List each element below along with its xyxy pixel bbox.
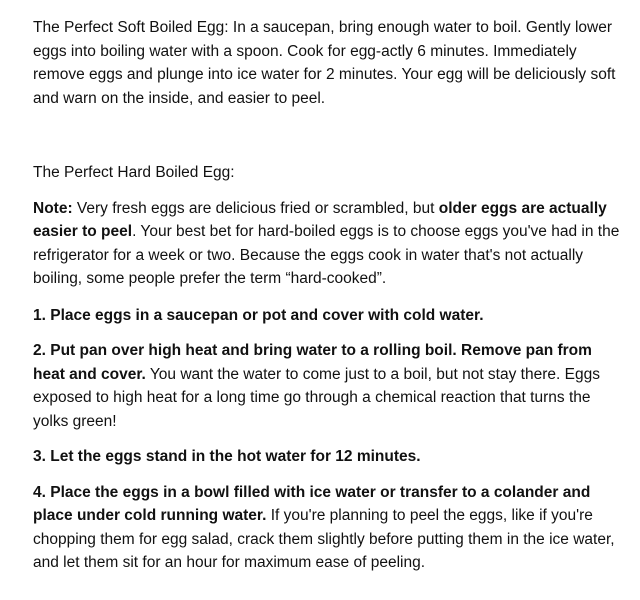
soft-boiled-title: The Perfect Soft Boiled Egg: [33, 19, 229, 36]
soft-boiled-text: In a saucepan, bring enough water to boil. Gently lower eggs into boiling water with a spoon. Cook for egg-actly 6 minutes. Immediately remove eggs and plunge into ice water for 2 minutes. Your egg will be deliciously soft and warn on the inside, and easier to peel. [33, 19, 616, 107]
step-4-text: If you're planning to peel the eggs, like if you're chopping them for egg salad, crack them slightly before putting them in the ice water, and let them sit for an hour for maximum ease of peeling. [33, 507, 615, 571]
note-bold-text: older eggs are actually easier to peel [33, 199, 607, 240]
step-3 [33, 445, 622, 469]
step-3-heading: 3. Let the eggs stand in the hot water for 12 minutes. [33, 448, 421, 465]
step-1 [33, 304, 622, 328]
step-4-heading: 4. Place the eggs in a bowl filled with ice water or transfer to a colander and place under cold running water. [33, 483, 591, 524]
step-2 [33, 339, 622, 433]
note-paragraph [33, 197, 622, 291]
note-text-1: Very fresh eggs are delicious fried or scrambled, but [72, 199, 439, 217]
step-1-heading: 1. Place eggs in a saucepan or pot and cover with cold water. [33, 306, 484, 324]
hard-boiled-title: The Perfect Hard Boiled Egg: [33, 164, 235, 181]
note-text-2: . Your best bet for hard-boiled eggs is to choose eggs you've had in the refrigerator for a week or two. Because the eggs cook in water that's not actually boiling, some people prefer the term “hard-cooked”. [33, 223, 620, 287]
soft-boiled-paragraph [33, 16, 622, 110]
step-2-text: You want the water to come just to a boil, but not stay there. Eggs exposed to high heat for a long time go through a chemical reaction that turns the yolks green! [33, 365, 600, 430]
step-2-heading: 2. Put pan over high heat and bring water to a rolling boil. Remove pan from heat and cover. [33, 342, 592, 383]
note-label: Note: [33, 199, 73, 217]
step-4 [33, 481, 622, 575]
